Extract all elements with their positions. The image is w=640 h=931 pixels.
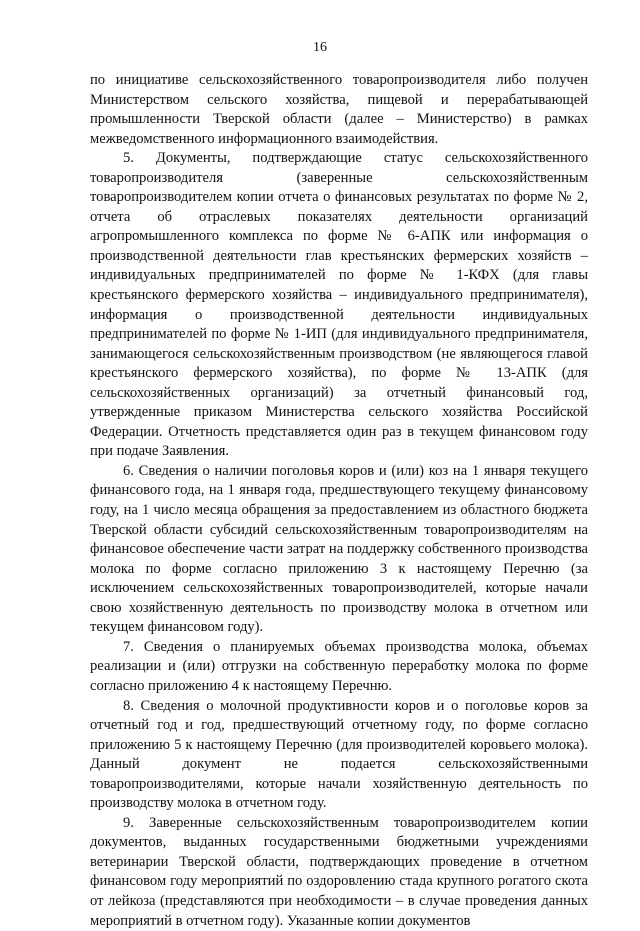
paragraph-item-7: 7. Сведения о планируемых объемах производства молока, объемах реализации и (или) отгрузки на собственную переработку молока по форме согласно приложению 4 к настоящему Перечню. [90,638,588,694]
page-number: 16 [313,40,327,55]
paragraph-item-9: 9. Заверенные сельскохозяйственным товаропроизводителем копии документов, выданных государственными бюджетными учреждениями ветеринарии Тверской области, подтверждающих проведение в отчетном финансовом году мероприятий по оздоровлению стада крупного рогатого скота от лейкоза (представляются при необходимости – в случае проведения данных мероприятий в отчетном году). Указанные копии документов [90,814,588,929]
paragraph-item-8: 8. Сведения о молочной продуктивности коров и о поголовье коров за отчетный год и год, предшествующий отчетному году, по форме согласно приложению 5 к настоящему Перечню (для производителей коровьего молока). Данный документ не подается сельскохозяйственными товаропроизводителями, которые начали хозяйственную деятельность по производству молока в отчетном году. [90,697,588,812]
paragraph-continuation: по инициативе сельскохозяйственного товаропроизводителя либо получен Министерством сельского хозяйства, пищевой и перерабатывающей промышленности Тверской области (далее – Министерство) в рамках межведомственного информационного взаимодействия. [90,72,588,147]
paragraph-item-5: 5. Документы, подтверждающие статус сельскохозяйственного товаропроизводителя (заверенные сельскохозяйственным товаропроизводителем копии отчета о финансовых результатах по форме № 2, отчета об отраслевых показателях деятельности организаций агропромышленного комплекса по форме № 6-АПК или информация о производственной деятельности глав крестьянских фермерских хозяйств – индивидуальных предпринимателей по форме № 1-КФХ (для главы крестьянского фермерского хозяйства – индивидуального предпринимателя), информация о производственной деятельности индивидуальных предпринимателей по форме № 1-ИП (для индивидуального предпринимателя, занимающегося сельскохозяйственным производством (не являющегося главой крестьянского фермерского хозяйства), по форме № 13-АПК (для сельскохозяйственных организаций) за отчетный финансовый год, утвержденные приказом Министерства сельского хозяйства Российской Федерации. Отчетность представляется один раз в текущем финансовом году при подаче Заявления. [90,150,588,460]
document-body [90,71,588,931]
paragraph-item-6: 6. Сведения о наличии поголовья коров и (или) коз на 1 января текущего финансового года, на 1 января года, предшествующего текущему финансовому году, на 1 число месяца обращения за предоставлением из областного бюджета Тверской области субсидий сельскохозяйственным товаропроизводителям на финансовое обеспечение части затрат на поддержку собственного производства молока по форме согласно приложению 3 к настоящему Перечню (за исключением сельскохозяйственных товаропроизводителей, которые начали свою хозяйственную деятельность по производству молока в отчетном или текущем финансовом году). [90,462,588,636]
